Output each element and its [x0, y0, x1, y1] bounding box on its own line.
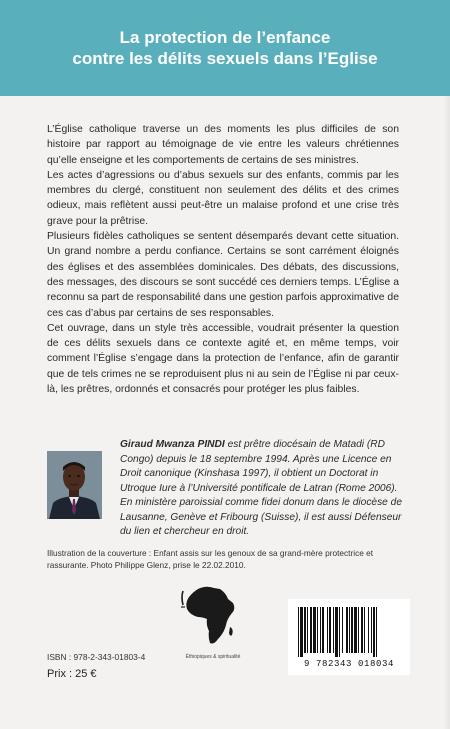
barcode-number: 9 782343 018034: [303, 659, 394, 669]
author-name: Giraud Mwanza PINDI: [120, 439, 225, 450]
publisher-collection-label: Éthiopiques & spiritualité: [185, 654, 241, 660]
title-banner: [0, 0, 450, 96]
title-line-1: La protection de l’enfance: [119, 28, 331, 47]
blurb-paragraph: L’Église catholique traverse un des moments les plus difficiles de son histoire par rapport au témoignage de vie entre les valeurs chrétiennes qu’elle enseigne et les comportements de certains de ses ministres.: [47, 124, 399, 166]
barcode-bars: [298, 607, 400, 657]
author-photo: [47, 451, 102, 519]
barcode: [288, 599, 410, 675]
price: Prix : 25 €: [47, 668, 97, 680]
blurb-paragraph: Les actes d’agressions ou d’abus sexuels sur des enfants, commis par les membres du clergé, constituent non seulement des délits et des crimes odieux, mais reflètent aussi peut-être un malaise profond et une crise très grave pour la prêtrise.: [47, 169, 399, 227]
blurb-paragraph: Cet ouvrage, dans un style très accessible, voudrait présenter la question de ces délits sexuels dans ce contexte agité et, en même temps, voir comment l’Église s’engage dans la protection de l’enfance, afin de garantir que de tels crimes ne se reproduisent plus ni au sein de l’Église ni par ceux-là, les prêtres, ordonnés et consacrés pour protéger les plus faibles.: [47, 322, 399, 396]
blurb: [47, 122, 399, 397]
blurb-paragraph: Plusieurs fidèles catholiques se sentent désemparés devant cette situation. Un grand nombre a perdu confiance. Certains se sont carrément éloignés des églises et des assemblées dominicales. Des débats, des discussions, des messages, des discours se sont succédé ces derniers temps. L’Église a reconnu sa part de responsabilité dans une gestion parfois approximative de ces cas d’abus par certains de ses responsables.: [47, 231, 399, 319]
cover-illustration-caption: Illustration de la couverture : Enfant assis sur les genoux de sa grand-mère protectrice et rassurante. Photo Philippe Glenz, prise le 22.02.2010.: [47, 548, 374, 570]
spine-shadow: [444, 96, 450, 729]
author-bio-text: est prêtre diocésain de Matadi (RD Congo) depuis le 18 septembre 1994. Après une Licence en Droit canonique (Kinshasa 1997), il obtient un Doctorat in Utroque Iure à l’Université pontificale de Latran (Rome 2006). En ministère paroissial comme fidei donum dans le diocèse de Lausanne, Genève et Fribourg (Suisse), il est aussi Défenseur du lien et chercheur en droit.: [120, 439, 402, 537]
author-bio: [120, 438, 402, 540]
africa-map-icon: [180, 583, 240, 649]
isbn: ISBN : 978-2-343-01803-4: [47, 652, 146, 662]
title-line-2: contre les délits sexuels dans l’Eglise: [72, 49, 378, 68]
